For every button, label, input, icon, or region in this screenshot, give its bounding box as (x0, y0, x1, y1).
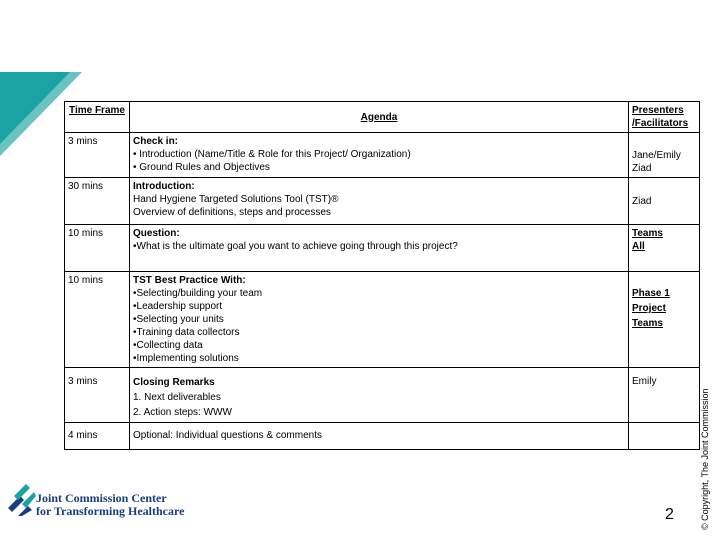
presenter-line: Ziad (632, 195, 652, 207)
presenter-line: Phase 1 (632, 288, 670, 299)
agenda-cell (130, 272, 629, 368)
table-row (65, 178, 700, 225)
agenda-cell (130, 368, 629, 423)
agenda-cell (130, 133, 629, 178)
presenter-cell (629, 178, 700, 225)
presenter-cell (629, 225, 700, 272)
logo-icon (8, 482, 36, 516)
agenda-line: Check in: (133, 136, 179, 147)
presenter-cell (629, 368, 700, 423)
presenter-line: Ziad (632, 163, 652, 174)
agenda-line: •Selecting/building your team (133, 288, 263, 299)
agenda-header: Agenda (130, 102, 629, 133)
presenters-header: Presenters /Facilitators (629, 102, 700, 133)
presenter-line: All (632, 241, 645, 252)
page-number: 2 (665, 506, 674, 523)
agenda-line: 1. Next deliverables (133, 392, 221, 403)
presenter-cell (629, 423, 700, 450)
time-cell: 4 mins (65, 423, 130, 450)
presenter-line: Teams (632, 228, 663, 239)
presenter-line: Project (632, 303, 666, 314)
time-cell: 3 mins (65, 133, 130, 178)
time-cell: 10 mins (65, 272, 130, 368)
logo-line: for Transforming Healthcare (36, 504, 185, 518)
copyright-notice: © Copyright, The Joint Commission (700, 388, 710, 530)
time-cell: 3 mins (65, 368, 130, 423)
logo-line: Joint Commission Center (36, 491, 167, 505)
presenter-line: Teams (632, 318, 663, 329)
agenda-cell (130, 225, 629, 272)
agenda-line: • Ground Rules and Objectives (133, 162, 270, 173)
agenda-line: •Leadership support (133, 301, 223, 312)
presenter-line: Emily (632, 376, 657, 387)
agenda-line: Introduction: (133, 181, 195, 192)
agenda-line: •Implementing solutions (133, 353, 239, 364)
agenda-line: •Selecting your units (133, 314, 224, 325)
time-frame-header: Time Frame (65, 102, 130, 133)
agenda-line: TST Best Practice With: (133, 275, 246, 286)
agenda-line: 2. Action steps: WWW (133, 407, 232, 418)
agenda-line: • Introduction (Name/Title & Role for this Project/ Organization) (133, 149, 411, 160)
agenda-line: •Training data collectors (133, 327, 240, 338)
agenda-table (64, 101, 700, 450)
time-cell: 30 mins (65, 178, 130, 225)
table-row (65, 423, 700, 450)
table-header-row (65, 102, 700, 133)
agenda-line: •What is the ultimate goal you want to achieve going through this project? (133, 241, 458, 252)
agenda-line: Closing Remarks (133, 377, 215, 388)
logo-text (36, 492, 184, 518)
table-row (65, 368, 700, 423)
agenda-cell (130, 178, 629, 225)
presenter-cell (629, 272, 700, 368)
agenda-line: Hand Hygiene Targeted Solutions Tool (TST)® (133, 194, 339, 205)
table-row (65, 133, 700, 178)
agenda-line: Overview of definitions, steps and processes (133, 207, 331, 218)
table-row (65, 225, 700, 272)
time-cell: 10 mins (65, 225, 130, 272)
table-row (65, 272, 700, 368)
presenter-cell (629, 133, 700, 178)
agenda-cell (130, 423, 629, 450)
agenda-line: Question: (133, 228, 180, 239)
agenda-line: •Collecting data (133, 340, 203, 351)
presenter-line: Jane/Emily (632, 150, 681, 161)
agenda-line: Optional: Individual questions & comments (133, 430, 322, 441)
